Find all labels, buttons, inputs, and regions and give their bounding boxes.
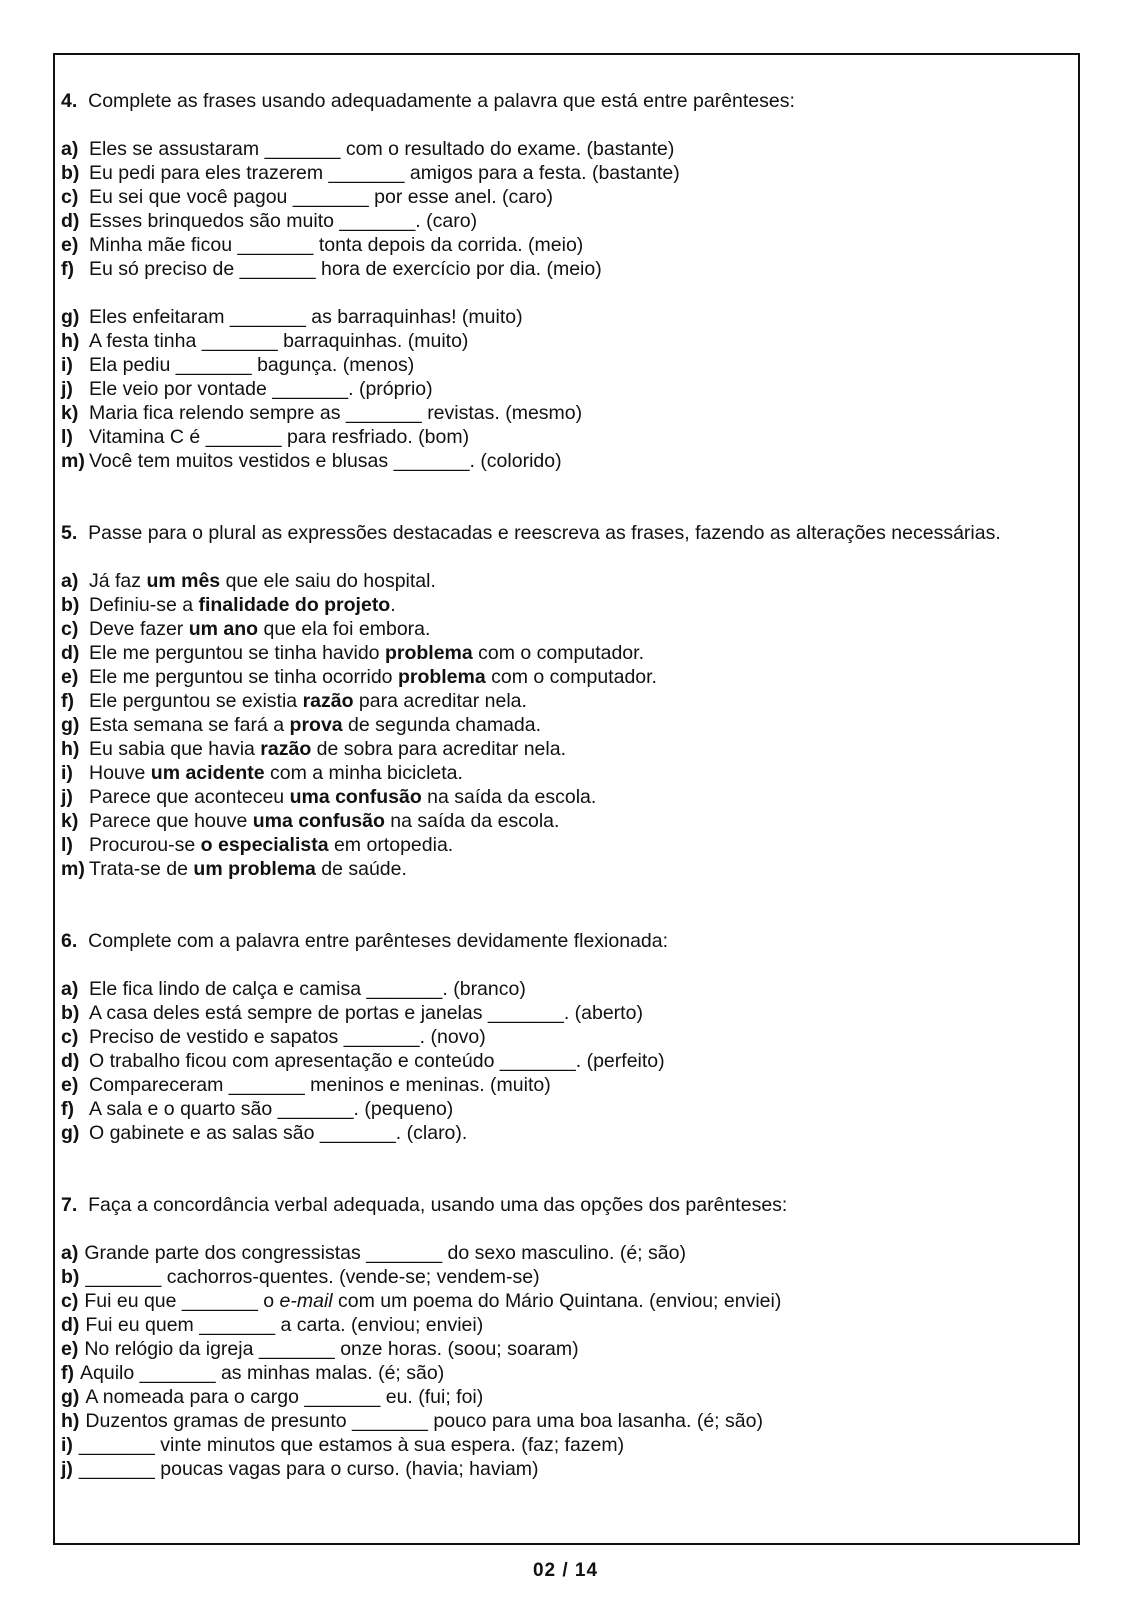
- q5-item-d: d) Ele me perguntou se tinha havido problema com o computador.: [61, 642, 644, 664]
- q6-item-f: f) A sala e o quarto são _______. (pequeno): [61, 1098, 454, 1120]
- q7-item-j: j) _______ poucas vagas para o curso. (havia; haviam): [61, 1458, 539, 1480]
- q5-items: [61, 569, 1065, 881]
- q6-item-a: a) Ele fica lindo de calça e camisa _______. (branco): [61, 978, 526, 1000]
- q6-number: 6.: [61, 930, 78, 952]
- q5-item-m: m) Trata-se de um problema de saúde.: [61, 858, 407, 880]
- q4-item-c: c) Eu sei que você pagou _______ por esse anel. (caro): [61, 186, 553, 208]
- q7-items: [61, 1241, 1065, 1481]
- q4-title-text: Complete as frases usando adequadamente a palavra que está entre parênteses:: [88, 90, 795, 112]
- q4-item-l: l) Vitamina C é _______ para resfriado. (bom): [61, 426, 470, 448]
- q7-item-f: f) Aquilo _______ as minhas malas. (é; são): [61, 1362, 445, 1384]
- q6-title: [61, 929, 1065, 953]
- q7-item-h: h) Duzentos gramas de presunto _______ pouco para uma boa lasanha. (é; são): [61, 1410, 763, 1432]
- q6-item-b: b) A casa deles está sempre de portas e janelas _______. (aberto): [61, 1002, 643, 1024]
- q5-item-j: j) Parece que aconteceu uma confusão na saída da escola.: [61, 786, 597, 808]
- q7-item-a: a) Grande parte dos congressistas _______ do sexo masculino. (é; são): [61, 1242, 686, 1264]
- q5-title-text: Passe para o plural as expressões destacadas e reescreva as frases, fazendo as alterações necessárias.: [88, 522, 1001, 544]
- q5-item-h: h) Eu sabia que havia razão de sobra para acreditar nela.: [61, 738, 566, 760]
- q4-item-h: h) A festa tinha _______ barraquinhas. (muito): [61, 330, 469, 352]
- q5-item-a: a) Já faz um mês que ele saiu do hospital.: [61, 570, 436, 592]
- exercise-frame: [53, 53, 1080, 1545]
- exercise-content: [61, 89, 1065, 1481]
- q4-item-a: a) Eles se assustaram _______ com o resultado do exame. (bastante): [61, 138, 675, 160]
- q7-item-i: i) _______ vinte minutos que estamos à sua espera. (faz; fazem): [61, 1434, 625, 1456]
- q7-title: [61, 1193, 1065, 1217]
- q5-item-l: l) Procurou-se o especialista em ortopedia.: [61, 834, 454, 856]
- q7-number: 7.: [61, 1194, 78, 1216]
- q5-item-i: i) Houve um acidente com a minha bicicleta.: [61, 762, 463, 784]
- q4-item-j: j) Ele veio por vontade _______. (próprio): [61, 378, 433, 400]
- q4-item-m: m) Você tem muitos vestidos e blusas _______. (colorido): [61, 450, 562, 472]
- q5-number: 5.: [61, 522, 78, 544]
- q7-item-c: c) Fui eu que _______ o e-mail com um poema do Mário Quintana. (enviou; enviei): [61, 1290, 782, 1312]
- q4-item-f: f) Eu só preciso de _______ hora de exercício por dia. (meio): [61, 258, 602, 280]
- q5-item-e: e) Ele me perguntou se tinha ocorrido problema com o computador.: [61, 666, 657, 688]
- q4-item-e: e) Minha mãe ficou _______ tonta depois da corrida. (meio): [61, 234, 584, 256]
- q4-item-k: k) Maria fica relendo sempre as _______ revistas. (mesmo): [61, 402, 583, 424]
- q7-item-d: d) Fui eu quem _______ a carta. (enviou; enviei): [61, 1314, 484, 1336]
- q4-item-g: g) Eles enfeitaram _______ as barraquinhas! (muito): [61, 306, 523, 328]
- q4-items-group2: [61, 305, 1065, 473]
- q7-title-text: Faça a concordância verbal adequada, usando uma das opções dos parênteses:: [88, 1194, 788, 1216]
- q5-item-k: k) Parece que houve uma confusão na saída da escola.: [61, 810, 560, 832]
- q7-item-b: b) _______ cachorros-quentes. (vende-se; vendem-se): [61, 1266, 540, 1288]
- q4-item-i: i) Ela pediu _______ bagunça. (menos): [61, 354, 415, 376]
- q6-item-e: e) Compareceram _______ meninos e meninas. (muito): [61, 1074, 551, 1096]
- q5-item-c: c) Deve fazer um ano que ela foi embora.: [61, 618, 431, 640]
- q4-title: [61, 89, 1065, 113]
- q5-item-g: g) Esta semana se fará a prova de segunda chamada.: [61, 714, 542, 736]
- q5-item-f: f) Ele perguntou se existia razão para acreditar nela.: [61, 690, 527, 712]
- q4-items-group1: [61, 137, 1065, 281]
- q6-title-text: Complete com a palavra entre parênteses devidamente flexionada:: [88, 930, 669, 952]
- q5-title: [61, 521, 1065, 545]
- q7-item-g: g) A nomeada para o cargo _______ eu. (fui; foi): [61, 1386, 484, 1408]
- q6-item-c: c) Preciso de vestido e sapatos _______. (novo): [61, 1026, 486, 1048]
- q7-item-e: e) No relógio da igreja _______ onze horas. (soou; soaram): [61, 1338, 579, 1360]
- q4-item-d: d) Esses brinquedos são muito _______. (caro): [61, 210, 478, 232]
- q4-item-b: b) Eu pedi para eles trazerem _______ amigos para a festa. (bastante): [61, 162, 680, 184]
- q6-item-d: d) O trabalho ficou com apresentação e conteúdo _______. (perfeito): [61, 1050, 665, 1072]
- q5-item-b: b) Definiu-se a finalidade do projeto.: [61, 594, 396, 616]
- q4-number: 4.: [61, 90, 78, 112]
- q6-item-g: g) O gabinete e as salas são _______. (claro).: [61, 1122, 468, 1144]
- q6-items: [61, 977, 1065, 1145]
- page-number: 02 / 14: [532, 1560, 599, 1581]
